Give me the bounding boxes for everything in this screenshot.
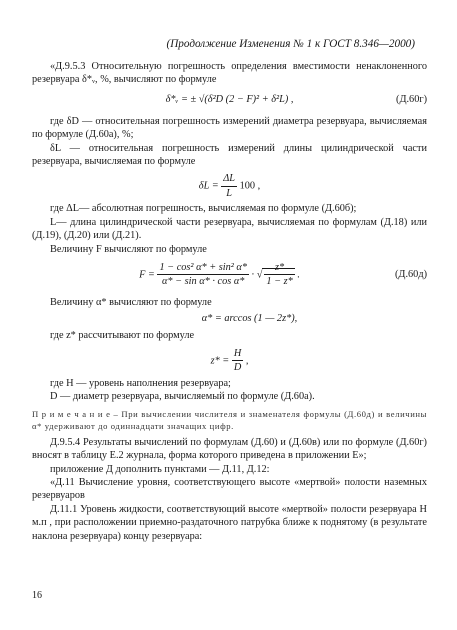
formula-z-numerator: H xyxy=(232,347,243,361)
formula-dL-rhs: 100 , xyxy=(239,180,261,192)
formula-60d-end: . xyxy=(297,269,300,281)
paragraph-intro: «Д.9.5.3 Относительную погрешность определения вместимости ненаклоненного резервуара δ*ᵥ, %, вычисляют по формуле xyxy=(32,61,427,86)
formula-60d-sqrt-denominator: 1 − z* xyxy=(266,276,293,288)
formula-60d-dot: · xyxy=(251,269,255,281)
paragraph-append: приложение Д дополнить пунктами — Д.11, Д.12: xyxy=(50,463,270,475)
formula-dL-fraction xyxy=(221,172,237,200)
note: П р и м е ч а н и е – При вычислении числителя и знаменателя формулы (Д.60д) и величины α* удерживают до одиннадцати значащих цифр. xyxy=(32,408,427,431)
paragraph-where-D: D — диаметр резервуара, вычисляемый по формуле (Д.60а). xyxy=(50,391,315,403)
formula-60g xyxy=(32,87,427,115)
formula-60d-fraction xyxy=(157,261,249,289)
page-body xyxy=(32,60,427,543)
formula-z-expr xyxy=(32,347,427,375)
paragraph-d11-1: Д.11.1 Уровень жидкости, соответствующий высоте «мертвой» полости резервуара H м.п , при расположении приемно-раздаточного патрубка ближе к поднятому (в результате наклона резервуара) концу резервуара: xyxy=(32,503,427,542)
formula-60d-sqrt-numerator: z* xyxy=(264,261,294,275)
formula-60d-numerator: 1 − cos² α* + sin² α* xyxy=(157,261,249,275)
paragraph-where-H: где H — уровень наполнения резервуара; xyxy=(50,377,231,389)
paragraph-alpha-intro: Величину α* вычисляют по формуле xyxy=(50,297,212,309)
formula-z-denominator: D xyxy=(233,362,242,374)
formula-z xyxy=(32,343,427,377)
formula-z-lhs: z* = xyxy=(210,355,230,367)
formula-60d xyxy=(32,256,427,296)
paragraph-where-deltaL: где ΔL— абсолютная погрешность, вычисляемая по формуле (Д.60б); xyxy=(50,203,357,215)
formula-alpha xyxy=(32,309,427,329)
formula-z-fraction xyxy=(232,347,243,375)
paragraph-where-L: L— длина цилиндрической части резервуара, вычисляемая по формулам (Д.18) или (Д.19), (Д.20) или (Д.21). xyxy=(32,216,427,242)
formula-dL xyxy=(32,168,427,202)
formula-alpha-expr: α* = arccos (1 — 2z*), xyxy=(201,313,298,325)
paragraph-where-dD: где δD — относительная погрешность измерений диаметра резервуара, вычисляемая по формуле (Д.60а), %; xyxy=(32,115,427,141)
formula-60d-lhs: F = xyxy=(139,269,155,281)
formula-60g-expr: δ*ᵥ = ± √(δ²D (2 − F)² + δ²L) , xyxy=(165,93,294,105)
formula-dL-numerator: ΔL xyxy=(221,172,237,186)
formula-z-end: , xyxy=(245,355,249,367)
formula-60d-denominator: α* − sin α* · cos α* xyxy=(162,276,245,288)
formula-dL-lhs: δL = xyxy=(198,180,219,192)
formula-dL-denominator: L xyxy=(226,187,232,199)
equation-number-60g: (Д.60г) xyxy=(396,93,427,105)
equation-number-60d: (Д.60д) xyxy=(395,269,427,281)
paragraph-d11-title: «Д.11 Вычисление уровня, соответствующего высоте «мертвой» полости наземных резервуаров xyxy=(32,476,427,502)
paragraph-F-intro: Величину F вычисляют по формуле xyxy=(50,243,207,255)
formula-60d-sqrt-fraction xyxy=(264,261,294,289)
running-header: (Продолжение Изменения № 1 к ГОСТ 8.346—2000) xyxy=(166,38,415,50)
paragraph-results: Д.9.5.4 Результаты вычислений по формулам (Д.60) и (Д.60в) или по формуле (Д.60г) вносят в таблицу Е.2 журнала, форма которого приведена в приложении Е»; xyxy=(32,436,427,462)
paragraph-where-dL: δL — относительная погрешность измерений длины цилиндрической части резервуара, вычисляемая по формуле xyxy=(32,142,427,168)
paragraph-z-intro: где z* рассчитывают по формуле xyxy=(50,330,195,342)
formula-dL-expr xyxy=(32,172,427,200)
page-number: 16 xyxy=(32,590,42,601)
formula-60d-expr: F = $\frac{\text{1 − cos² α* + sin² α*}}{\text{α* − sin α* · cos α*}}$ · √ $\frac{z*}{1 - z*}$ . xyxy=(139,262,300,288)
